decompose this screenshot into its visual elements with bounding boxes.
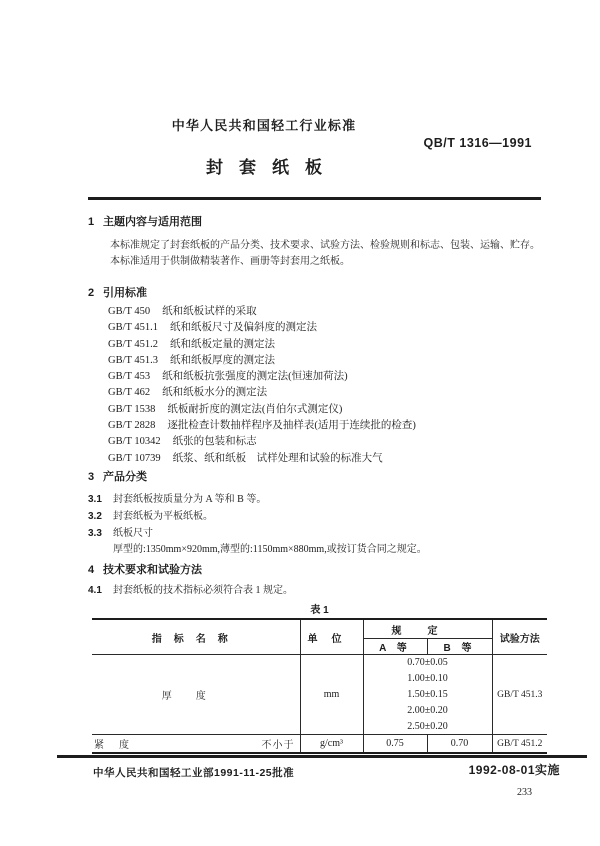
thickness-value: 0.70±0.05 <box>407 657 448 669</box>
list-item <box>108 337 558 353</box>
section-2-number: 2 <box>88 287 95 299</box>
indicator-name: 紧度 <box>94 740 144 752</box>
standard-ref-title: 纸和纸板水分的测定法 <box>162 387 268 399</box>
clause-3-3 <box>88 525 558 542</box>
footer-rule <box>57 755 587 758</box>
thickness-values <box>363 655 492 735</box>
standard-ref-code: GB/T 450 <box>108 306 151 317</box>
standard-ref-code: GB/T 451.1 <box>108 322 158 334</box>
clause-3-3-detail: 厚型的:1350mm×920mm,薄型的:1150mm×880mm,或按订货合同之规定。 <box>113 543 427 555</box>
thickness-value: 2.50±0.20 <box>407 720 448 732</box>
standard-ref-code: GB/T 1538 <box>108 403 156 415</box>
list-item <box>108 402 558 418</box>
standard-ref-code: GB/T 462 <box>108 387 151 399</box>
section-1-heading <box>88 215 558 229</box>
section-4-heading <box>88 563 558 577</box>
list-item <box>108 418 558 434</box>
table-caption: 表 1 <box>310 604 329 616</box>
paragraph: 本标准规定了封套纸板的产品分类、技术要求、试验方法、检验规则和标志、包装、运输、贮存。 <box>110 240 540 251</box>
section-3-items <box>88 491 558 557</box>
standard-ref-code: GB/T 10342 <box>108 436 161 448</box>
col-header-indicator: 指标名称 <box>92 619 300 655</box>
clause-number: 4.1 <box>88 584 102 596</box>
grade-a-value: 0.75 <box>363 735 427 753</box>
section-2-heading <box>88 286 558 300</box>
standard-ref-title: 纸浆、纸和纸板 试样处理和试验的标准大气 <box>172 452 383 464</box>
clause-number: 3.3 <box>88 527 102 539</box>
test-method: GB/T 451.3 <box>492 655 547 735</box>
referenced-standards-list <box>108 304 558 467</box>
standard-category: 中华人民共和国轻工行业标准 <box>171 118 357 133</box>
list-item <box>108 353 558 369</box>
clause-4-1 <box>88 582 558 599</box>
col-header-unit: 单位 <box>300 619 363 655</box>
section-1-number: 1 <box>88 216 95 228</box>
unit-value: g/cm³ <box>300 735 363 753</box>
clause-3-1 <box>88 491 558 508</box>
section-1-paragraphs <box>88 238 558 270</box>
spec-table <box>92 618 547 754</box>
paragraph: 本标准适用于供制做精装著作、画册等封套用之纸板。 <box>110 256 350 267</box>
standard-ref-code: GB/T 451.2 <box>108 338 158 350</box>
col-header-grade-b: B 等 <box>427 639 492 655</box>
thickness-value: 1.50±0.15 <box>407 689 448 701</box>
grade-b-value: 0.70 <box>427 735 492 753</box>
list-item <box>108 385 558 401</box>
list-item <box>108 320 558 336</box>
section-4-title: 技术要求和试验方法 <box>103 563 202 576</box>
clause-text: 纸板尺寸 <box>113 527 153 539</box>
clause-text: 封套纸板为平板纸板。 <box>113 510 213 522</box>
indicator-qualifier: 不小于 <box>261 740 295 752</box>
standard-ref-code: GB/T 451.3 <box>108 354 158 366</box>
indicator-name-cell <box>92 735 300 753</box>
document-body <box>88 210 558 754</box>
table-row-density <box>92 735 547 753</box>
col-header-grade-a: A 等 <box>363 639 427 655</box>
section-3-heading <box>88 470 558 484</box>
document-title: 封套纸板 <box>206 158 338 177</box>
standard-ref-title: 纸和纸板试样的采取 <box>162 306 257 317</box>
standard-ref-title: 纸和纸板厚度的测定法 <box>169 354 275 366</box>
clause-text: 封套纸板的技术指标必须符合表 1 规定。 <box>113 584 293 596</box>
standard-ref-title: 逐批检查计数抽样程序及抽样表(适用于连续批的检查) <box>167 420 416 432</box>
header-rule <box>88 197 541 200</box>
thickness-value: 1.00±0.10 <box>407 673 448 685</box>
clause-number: 3.1 <box>88 493 102 505</box>
standard-ref-code: GB/T 453 <box>108 371 151 383</box>
standard-ref-code: GB/T 10739 <box>108 452 161 464</box>
standard-ref-title: 纸和纸板尺寸及偏斜度的测定法 <box>169 322 317 334</box>
standard-ref-code: GB/T 2828 <box>108 420 156 432</box>
unit-value: mm <box>300 655 363 735</box>
list-item <box>108 369 558 385</box>
standard-code: QB/T 1316—1991 <box>423 136 532 150</box>
thickness-value: 2.00±0.20 <box>407 704 448 716</box>
page-number: 233 <box>517 787 532 798</box>
col-header-method: 试验方法 <box>492 619 547 655</box>
clause-3-2 <box>88 508 558 525</box>
list-item <box>108 451 558 467</box>
section-3-title: 产品分类 <box>103 470 147 483</box>
clause-number: 3.2 <box>88 510 102 522</box>
test-method: GB/T 451.2 <box>497 738 543 749</box>
implementation-date: 1992-08-01实施 <box>468 763 560 777</box>
section-3-number: 3 <box>88 470 95 483</box>
list-item <box>108 434 558 450</box>
clause-text: 封套纸板按质量分为 A 等和 B 等。 <box>113 493 267 505</box>
section-4-number: 4 <box>88 563 95 576</box>
standard-ref-title: 纸板耐折度的测定法(肖伯尔式测定仪) <box>167 403 343 415</box>
section-1-title: 主题内容与适用范围 <box>103 216 202 228</box>
standard-ref-title: 纸和纸板定量的测定法 <box>169 338 275 350</box>
table-header-row <box>92 619 547 639</box>
approval-statement: 中华人民共和国轻工业部1991-11-25批准 <box>93 767 295 779</box>
indicator-name: 厚度 <box>92 655 300 735</box>
section-2-title: 引用标准 <box>103 287 147 299</box>
standard-ref-title: 纸张的包装和标志 <box>172 436 257 448</box>
list-item <box>108 304 558 320</box>
col-header-spec: 规定 <box>363 619 492 639</box>
table-row-thickness <box>92 655 547 735</box>
standard-ref-title: 纸和纸板抗张强度的测定法(恒速加荷法) <box>162 371 348 383</box>
